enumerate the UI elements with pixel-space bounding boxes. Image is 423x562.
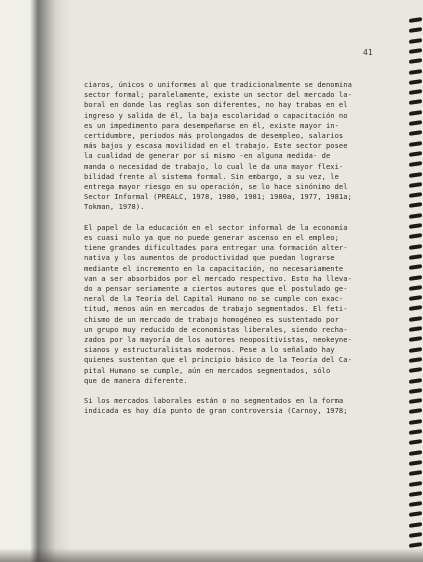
text-line: es cuasi nulo ya que no puede generar ascenso en el empleo; bbox=[84, 233, 339, 243]
binding-coil bbox=[409, 182, 422, 188]
text-line: tiene grandes dificultades para entregar una formación alter- bbox=[84, 243, 348, 253]
binding-coil bbox=[409, 99, 422, 105]
binding-coil bbox=[409, 130, 422, 136]
binding-coil bbox=[409, 388, 422, 394]
binding-coil bbox=[409, 223, 422, 229]
text-line: un grupo muy reducido de economistas liberales, siendo recha- bbox=[84, 324, 348, 334]
binding-coil bbox=[409, 172, 422, 178]
binding-coil bbox=[409, 367, 422, 373]
binding-coil bbox=[409, 357, 422, 363]
spiral-binding bbox=[407, 0, 423, 562]
binding-coil bbox=[409, 79, 422, 85]
text-line: Tokman, 1978). bbox=[84, 202, 145, 212]
binding-coil bbox=[409, 120, 422, 126]
text-line: quienes sustentan que el principio básico de la Teoría del Ca- bbox=[84, 355, 352, 365]
text-line: boral en donde las reglas son diferentes, no hay trabas en el bbox=[84, 100, 348, 110]
binding-coil bbox=[409, 110, 422, 116]
binding-coil bbox=[409, 326, 422, 332]
binding-coil bbox=[409, 316, 422, 322]
binding-coil bbox=[409, 244, 422, 250]
text-line: indicada es hoy día punto de gran controversia (Carnoy, 1978; bbox=[84, 406, 348, 416]
binding-coil bbox=[409, 58, 422, 64]
binding-coil bbox=[409, 48, 422, 54]
body-text bbox=[84, 80, 384, 427]
binding-coil bbox=[409, 347, 422, 353]
page-gutter-shadow bbox=[0, 0, 70, 562]
binding-coil bbox=[409, 151, 422, 157]
binding-coil bbox=[409, 295, 422, 301]
binding-coil bbox=[409, 532, 422, 538]
binding-coil bbox=[409, 202, 422, 208]
binding-coil bbox=[409, 398, 422, 404]
binding-coil bbox=[409, 233, 422, 239]
text-line: El papel de la educación en el sector informal de la economía bbox=[84, 222, 348, 232]
binding-coil bbox=[409, 275, 422, 281]
binding-coil bbox=[409, 470, 422, 476]
text-line: Si los mercados laborales están o no segmentados en la forma bbox=[84, 396, 344, 406]
text-line: neral de la Teoría del Capital Humano no se cumple con exac- bbox=[84, 294, 344, 304]
text-line: sector formal; paralelamente, existe un sector del mercado la- bbox=[84, 90, 352, 100]
binding-coil bbox=[409, 285, 422, 291]
binding-coil bbox=[409, 161, 422, 167]
text-line: do a pensar seriamente a ciertos autores que el postulado ge- bbox=[84, 284, 348, 294]
text-line: ingreso y salida de él, la baja escolaridad o capacitación no bbox=[84, 110, 348, 120]
binding-coil bbox=[409, 522, 422, 528]
binding-coil bbox=[409, 192, 422, 198]
text-line: bilidad frente al sistema formal. Sin embargo, a su vez, le bbox=[84, 171, 339, 181]
text-line: más bajos y escasa movilidad en el trabajo. Este sector posee bbox=[84, 141, 348, 151]
paragraph bbox=[84, 223, 384, 386]
binding-coil bbox=[409, 501, 422, 507]
binding-coil bbox=[409, 419, 422, 425]
text-line: mediante el incremento en la capacitación, no necesariamente bbox=[84, 263, 344, 273]
binding-coil bbox=[409, 429, 422, 435]
paragraph bbox=[84, 80, 384, 213]
binding-coil bbox=[409, 38, 422, 44]
text-line: certidumbre, períodos más prolongados de desempleo, salarios bbox=[84, 131, 344, 141]
page-number: 41 bbox=[363, 48, 373, 57]
text-line: nativa y los aumentos de productividad que puedan lograrse bbox=[84, 253, 335, 263]
text-line: sianos y estructuralistas modernos. Pese a lo señalado hay bbox=[84, 345, 335, 355]
text-line: entrega mayor riesgo en su operación, se lo hace sinónimo del bbox=[84, 182, 348, 192]
text-line: ciaros, únicos o uniformes al que tradicionalmente se denomina bbox=[84, 80, 352, 89]
text-line: manda o necesidad de trabajo, lo cual le da una mayor flexi- bbox=[84, 161, 344, 171]
page-bottom-edge bbox=[0, 548, 423, 562]
binding-coil bbox=[409, 481, 422, 487]
text-line: chismo de un mercado de trabajo homogéneo es sustentado por bbox=[84, 314, 339, 324]
text-line: que de manera diferente. bbox=[84, 375, 188, 385]
paragraph bbox=[84, 396, 384, 416]
binding-coil bbox=[409, 213, 422, 219]
binding-coil bbox=[409, 439, 422, 445]
binding-coil bbox=[409, 460, 422, 466]
text-line: titud, menos aún en mercados de trabajo segmentados. El feti- bbox=[84, 304, 348, 314]
text-line: es un impedimento para desempeñarse en él, existe mayor in- bbox=[84, 120, 339, 130]
binding-coil bbox=[409, 336, 422, 342]
text-line: pital Humano se cumple, aún en mercados segmentados, sólo bbox=[84, 365, 331, 375]
text-line: Sector Informal (PREALC, 1978, 1980, 1981; 1980a, 1977, 1981a; bbox=[84, 192, 352, 202]
binding-coil bbox=[409, 408, 422, 414]
binding-coil bbox=[409, 17, 422, 23]
text-line: la cualidad de generar por sí mismo -en alguna medida- de bbox=[84, 151, 331, 161]
binding-coil bbox=[409, 450, 422, 456]
binding-coil bbox=[409, 511, 422, 517]
text-line: zados por la mayoría de los autores neopositivistas, neokeyne- bbox=[84, 335, 352, 345]
binding-coil bbox=[409, 69, 422, 75]
binding-coil bbox=[409, 264, 422, 270]
binding-coil bbox=[409, 491, 422, 497]
binding-coil bbox=[409, 27, 422, 33]
binding-coil bbox=[409, 89, 422, 95]
binding-coil bbox=[409, 305, 422, 311]
text-line: van a ser absorbidos por el mercado respectivo. Esto ha lleva- bbox=[84, 273, 352, 283]
binding-coil bbox=[409, 378, 422, 384]
binding-coil bbox=[409, 254, 422, 260]
binding-coil bbox=[409, 141, 422, 147]
